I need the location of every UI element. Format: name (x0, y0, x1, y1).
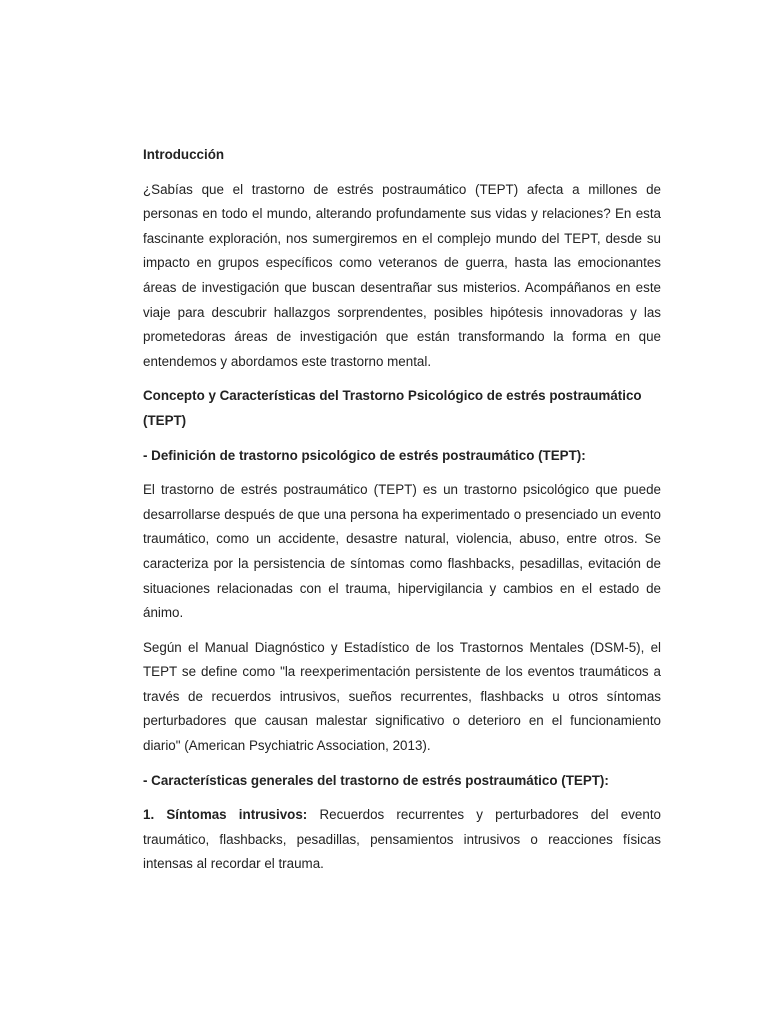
intro-paragraph: ¿Sabías que el trastorno de estrés postraumático (TEPT) afecta a millones de personas en todo el mundo, alterando profundamente sus vidas y relaciones? En esta fascinante exploración, nos sumergiremos en el complejo mundo del TEPT, desde su impacto en grupos específicos como veteranos de guerra, hasta las emocionantes áreas de investigación que buscan desentrañar sus misterios. Acompáñanos en este viaje para descubrir hallazgos sorprendentes, posibles hipótesis innovadoras y las prometedoras áreas de investigación que están transformando la forma en que entendemos y abordamos este trastorno mental. (143, 181, 661, 369)
list-item-label: 1. Síntomas intrusivos: (143, 807, 308, 823)
list-item-intrusive-symptoms (143, 803, 661, 877)
definition-paragraph: El trastorno de estrés postraumático (TEPT) es un trastorno psicológico que puede desarrollarse después de que una persona ha experimentado o presenciado un evento traumático, como un accidente, desastre natural, violencia, abuso, entre otros. Se caracteriza por la persistencia de síntomas como flashbacks, pesadillas, evitación de situaciones relacionadas con el trauma, hipervigilancia y cambios en el estado de ánimo. (143, 482, 661, 621)
dsm-paragraph: Según el Manual Diagnóstico y Estadístico de los Trastornos Mentales (DSM-5), el TEPT se define como "la reexperimentación persistente de los eventos traumáticos a través de recuerdos intrusivos, sueños recurrentes, flashbacks u otros síntomas perturbadores que causan malestar significativo o deterioro en el funcionamiento diario" (American Psychiatric Association, 2013). (143, 639, 661, 754)
characteristics-heading: - Características generales del trastorno de estrés postraumático (TEPT): (143, 772, 609, 788)
list-item-text: Recuerdos recurrentes y perturbadores del evento traumático, flashbacks, pesadillas, pensamientos intrusivos o reacciones físicas intensas al recordar el trauma. (143, 807, 661, 872)
document-title: Introducción (143, 147, 225, 162)
section-heading-concept: Concepto y Características del Trastorno Psicológico de estrés postraumático (TEPT) (143, 388, 642, 428)
definition-heading: - Definición de trastorno psicológico de estrés postraumático (TEPT): (143, 447, 586, 463)
document-page (143, 143, 661, 887)
